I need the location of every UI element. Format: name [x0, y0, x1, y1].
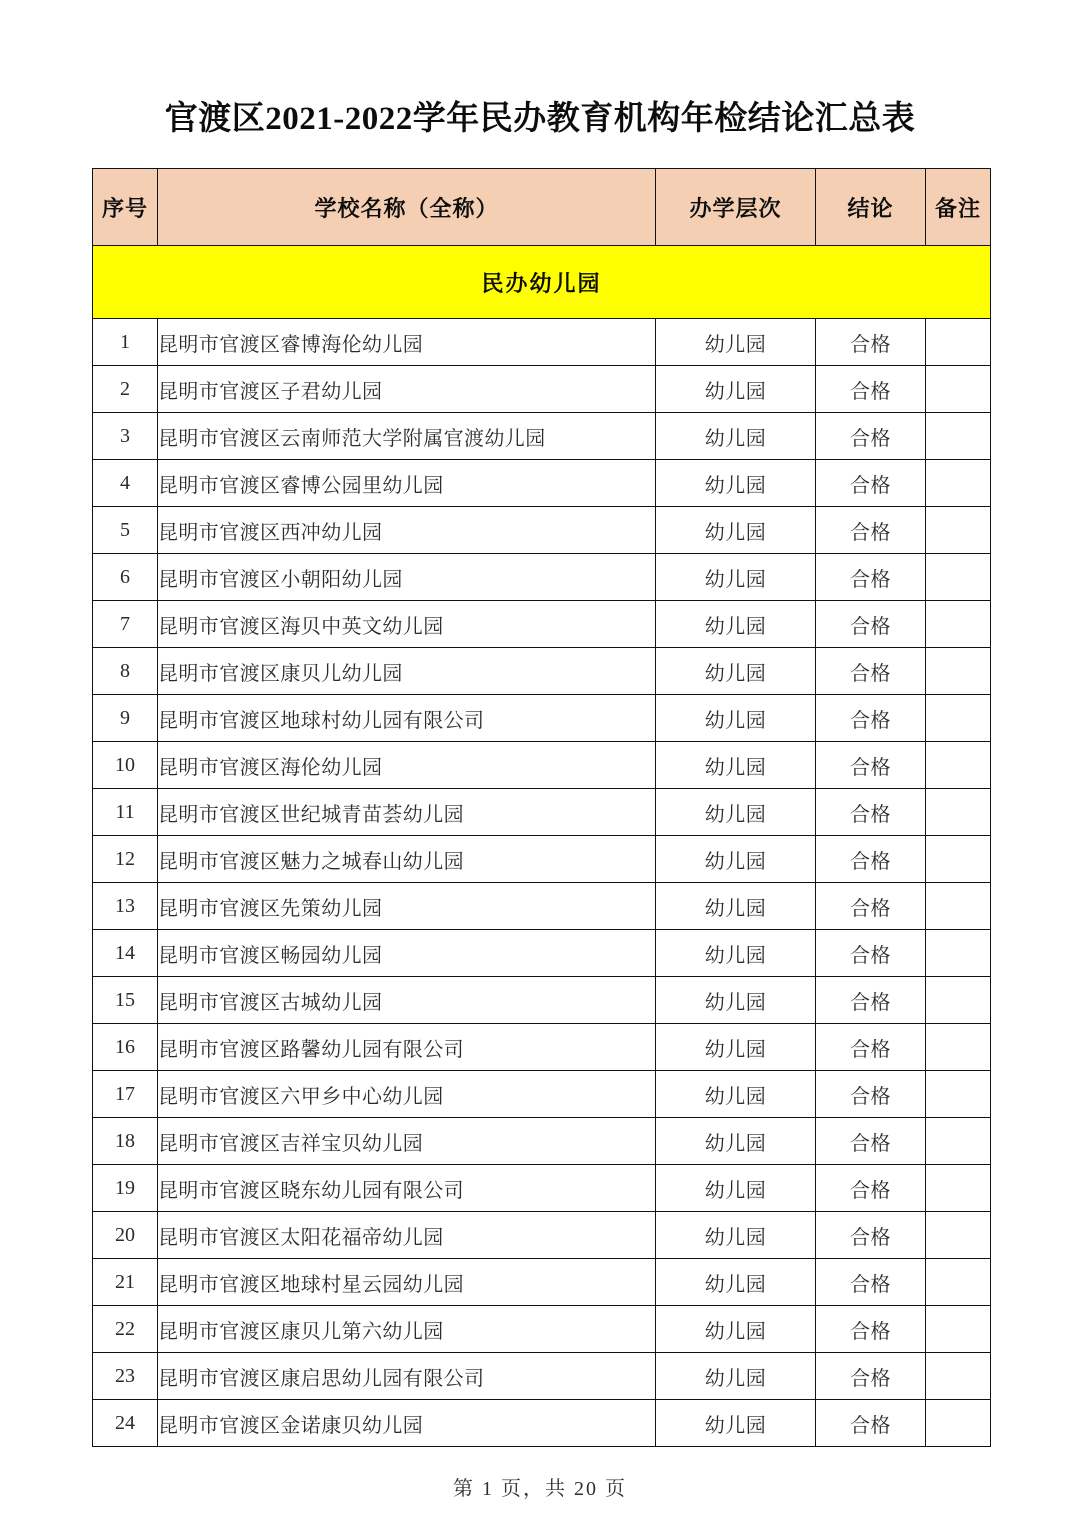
cell-remark — [926, 460, 991, 507]
cell-result: 合格 — [816, 695, 926, 742]
table-header-row — [93, 169, 991, 246]
page-footer: 第 1 页，共 20 页 — [453, 1478, 627, 1500]
cell-index: 12 — [93, 836, 158, 883]
cell-remark — [926, 789, 991, 836]
cell-result: 合格 — [816, 977, 926, 1024]
cell-index: 17 — [93, 1071, 158, 1118]
cell-school-name: 昆明市官渡区路馨幼儿园有限公司 — [158, 1024, 656, 1071]
cell-remark — [926, 413, 991, 460]
section-header-row — [93, 246, 991, 319]
cell-level: 幼儿园 — [656, 742, 816, 789]
cell-result: 合格 — [816, 319, 926, 366]
cell-result: 合格 — [816, 1024, 926, 1071]
cell-school-name: 昆明市官渡区地球村星云园幼儿园 — [158, 1259, 656, 1306]
cell-result: 合格 — [816, 1353, 926, 1400]
table-row — [93, 1071, 991, 1118]
cell-school-name: 昆明市官渡区子君幼儿园 — [158, 366, 656, 413]
cell-index: 14 — [93, 930, 158, 977]
cell-index: 9 — [93, 695, 158, 742]
cell-result: 合格 — [816, 413, 926, 460]
cell-remark — [926, 1118, 991, 1165]
cell-school-name: 昆明市官渡区太阳花福帝幼儿园 — [158, 1212, 656, 1259]
cell-level: 幼儿园 — [656, 319, 816, 366]
cell-remark — [926, 648, 991, 695]
cell-remark — [926, 836, 991, 883]
cell-index: 13 — [93, 883, 158, 930]
cell-level: 幼儿园 — [656, 648, 816, 695]
cell-level: 幼儿园 — [656, 883, 816, 930]
cell-index: 4 — [93, 460, 158, 507]
cell-level: 幼儿园 — [656, 836, 816, 883]
cell-remark — [926, 1400, 991, 1447]
table-row — [93, 1024, 991, 1071]
cell-school-name: 昆明市官渡区畅园幼儿园 — [158, 930, 656, 977]
cell-level: 幼儿园 — [656, 789, 816, 836]
cell-level: 幼儿园 — [656, 1212, 816, 1259]
cell-remark — [926, 1259, 991, 1306]
table-row — [93, 554, 991, 601]
cell-remark — [926, 977, 991, 1024]
cell-result: 合格 — [816, 1118, 926, 1165]
table-row — [93, 413, 991, 460]
table-row — [93, 1259, 991, 1306]
cell-school-name: 昆明市官渡区康贝儿幼儿园 — [158, 648, 656, 695]
cell-remark — [926, 742, 991, 789]
cell-school-name: 昆明市官渡区古城幼儿园 — [158, 977, 656, 1024]
cell-school-name: 昆明市官渡区康启思幼儿园有限公司 — [158, 1353, 656, 1400]
cell-index: 6 — [93, 554, 158, 601]
cell-remark — [926, 930, 991, 977]
cell-index: 10 — [93, 742, 158, 789]
cell-level: 幼儿园 — [656, 413, 816, 460]
cell-level: 幼儿园 — [656, 507, 816, 554]
cell-index: 21 — [93, 1259, 158, 1306]
cell-result: 合格 — [816, 883, 926, 930]
section-header-label: 民办幼儿园 — [93, 246, 991, 319]
cell-result: 合格 — [816, 648, 926, 695]
table-row — [93, 695, 991, 742]
cell-result: 合格 — [816, 1400, 926, 1447]
cell-remark — [926, 1306, 991, 1353]
table-row — [93, 366, 991, 413]
cell-school-name: 昆明市官渡区先策幼儿园 — [158, 883, 656, 930]
cell-school-name: 昆明市官渡区小朝阳幼儿园 — [158, 554, 656, 601]
cell-remark — [926, 319, 991, 366]
cell-remark — [926, 1353, 991, 1400]
table-row — [93, 507, 991, 554]
annual-inspection-table — [92, 168, 991, 1447]
cell-result: 合格 — [816, 366, 926, 413]
table-row — [93, 1353, 991, 1400]
cell-school-name: 昆明市官渡区金诺康贝幼儿园 — [158, 1400, 656, 1447]
table-row — [93, 883, 991, 930]
cell-remark — [926, 366, 991, 413]
column-header-level: 办学层次 — [656, 169, 816, 246]
summary-table-container — [92, 168, 990, 1447]
cell-index: 19 — [93, 1165, 158, 1212]
cell-school-name: 昆明市官渡区睿博公园里幼儿园 — [158, 460, 656, 507]
cell-school-name: 昆明市官渡区吉祥宝贝幼儿园 — [158, 1118, 656, 1165]
cell-school-name: 昆明市官渡区海伦幼儿园 — [158, 742, 656, 789]
cell-school-name: 昆明市官渡区魅力之城春山幼儿园 — [158, 836, 656, 883]
cell-level: 幼儿园 — [656, 1353, 816, 1400]
table-row — [93, 977, 991, 1024]
cell-level: 幼儿园 — [656, 930, 816, 977]
cell-index: 16 — [93, 1024, 158, 1071]
cell-index: 1 — [93, 319, 158, 366]
cell-result: 合格 — [816, 507, 926, 554]
cell-school-name: 昆明市官渡区西冲幼儿园 — [158, 507, 656, 554]
table-row — [93, 836, 991, 883]
cell-result: 合格 — [816, 554, 926, 601]
cell-school-name: 昆明市官渡区六甲乡中心幼儿园 — [158, 1071, 656, 1118]
cell-remark — [926, 1165, 991, 1212]
cell-result: 合格 — [816, 460, 926, 507]
page-title: 官渡区2021-2022学年民办教育机构年检结论汇总表 — [164, 101, 916, 137]
table-row — [93, 648, 991, 695]
cell-level: 幼儿园 — [656, 1306, 816, 1353]
cell-remark — [926, 1024, 991, 1071]
cell-school-name: 昆明市官渡区晓东幼儿园有限公司 — [158, 1165, 656, 1212]
cell-level: 幼儿园 — [656, 1024, 816, 1071]
table-row — [93, 789, 991, 836]
cell-index: 20 — [93, 1212, 158, 1259]
cell-index: 5 — [93, 507, 158, 554]
cell-index: 11 — [93, 789, 158, 836]
cell-remark — [926, 601, 991, 648]
table-row — [93, 1400, 991, 1447]
column-header-remark: 备注 — [926, 169, 991, 246]
cell-level: 幼儿园 — [656, 1071, 816, 1118]
table-row — [93, 1118, 991, 1165]
cell-index: 7 — [93, 601, 158, 648]
cell-index: 8 — [93, 648, 158, 695]
cell-school-name: 昆明市官渡区康贝儿第六幼儿园 — [158, 1306, 656, 1353]
table-row — [93, 1306, 991, 1353]
table-row — [93, 742, 991, 789]
cell-result: 合格 — [816, 742, 926, 789]
cell-remark — [926, 554, 991, 601]
table-row — [93, 319, 991, 366]
cell-school-name: 昆明市官渡区世纪城青苗荟幼儿园 — [158, 789, 656, 836]
cell-result: 合格 — [816, 1306, 926, 1353]
cell-remark — [926, 695, 991, 742]
cell-level: 幼儿园 — [656, 554, 816, 601]
cell-level: 幼儿园 — [656, 695, 816, 742]
cell-index: 15 — [93, 977, 158, 1024]
cell-school-name: 昆明市官渡区云南师范大学附属官渡幼儿园 — [158, 413, 656, 460]
cell-school-name: 昆明市官渡区海贝中英文幼儿园 — [158, 601, 656, 648]
cell-level: 幼儿园 — [656, 1118, 816, 1165]
cell-result: 合格 — [816, 1165, 926, 1212]
cell-index: 23 — [93, 1353, 158, 1400]
cell-school-name: 昆明市官渡区睿博海伦幼儿园 — [158, 319, 656, 366]
table-row — [93, 1212, 991, 1259]
column-header-name: 学校名称（全称） — [158, 169, 656, 246]
cell-result: 合格 — [816, 836, 926, 883]
table-row — [93, 1165, 991, 1212]
cell-remark — [926, 1071, 991, 1118]
table-row — [93, 460, 991, 507]
cell-result: 合格 — [816, 1212, 926, 1259]
cell-index: 2 — [93, 366, 158, 413]
cell-school-name: 昆明市官渡区地球村幼儿园有限公司 — [158, 695, 656, 742]
cell-result: 合格 — [816, 930, 926, 977]
column-header-result: 结论 — [816, 169, 926, 246]
cell-level: 幼儿园 — [656, 977, 816, 1024]
cell-remark — [926, 883, 991, 930]
table-row — [93, 930, 991, 977]
cell-result: 合格 — [816, 789, 926, 836]
cell-index: 22 — [93, 1306, 158, 1353]
cell-result: 合格 — [816, 1259, 926, 1306]
cell-result: 合格 — [816, 601, 926, 648]
cell-level: 幼儿园 — [656, 366, 816, 413]
cell-result: 合格 — [816, 1071, 926, 1118]
cell-index: 3 — [93, 413, 158, 460]
cell-level: 幼儿园 — [656, 1259, 816, 1306]
table-row — [93, 601, 991, 648]
cell-index: 24 — [93, 1400, 158, 1447]
column-header-index: 序号 — [93, 169, 158, 246]
cell-level: 幼儿园 — [656, 1165, 816, 1212]
cell-index: 18 — [93, 1118, 158, 1165]
cell-remark — [926, 507, 991, 554]
cell-level: 幼儿园 — [656, 1400, 816, 1447]
cell-level: 幼儿园 — [656, 601, 816, 648]
cell-level: 幼儿园 — [656, 460, 816, 507]
cell-remark — [926, 1212, 991, 1259]
